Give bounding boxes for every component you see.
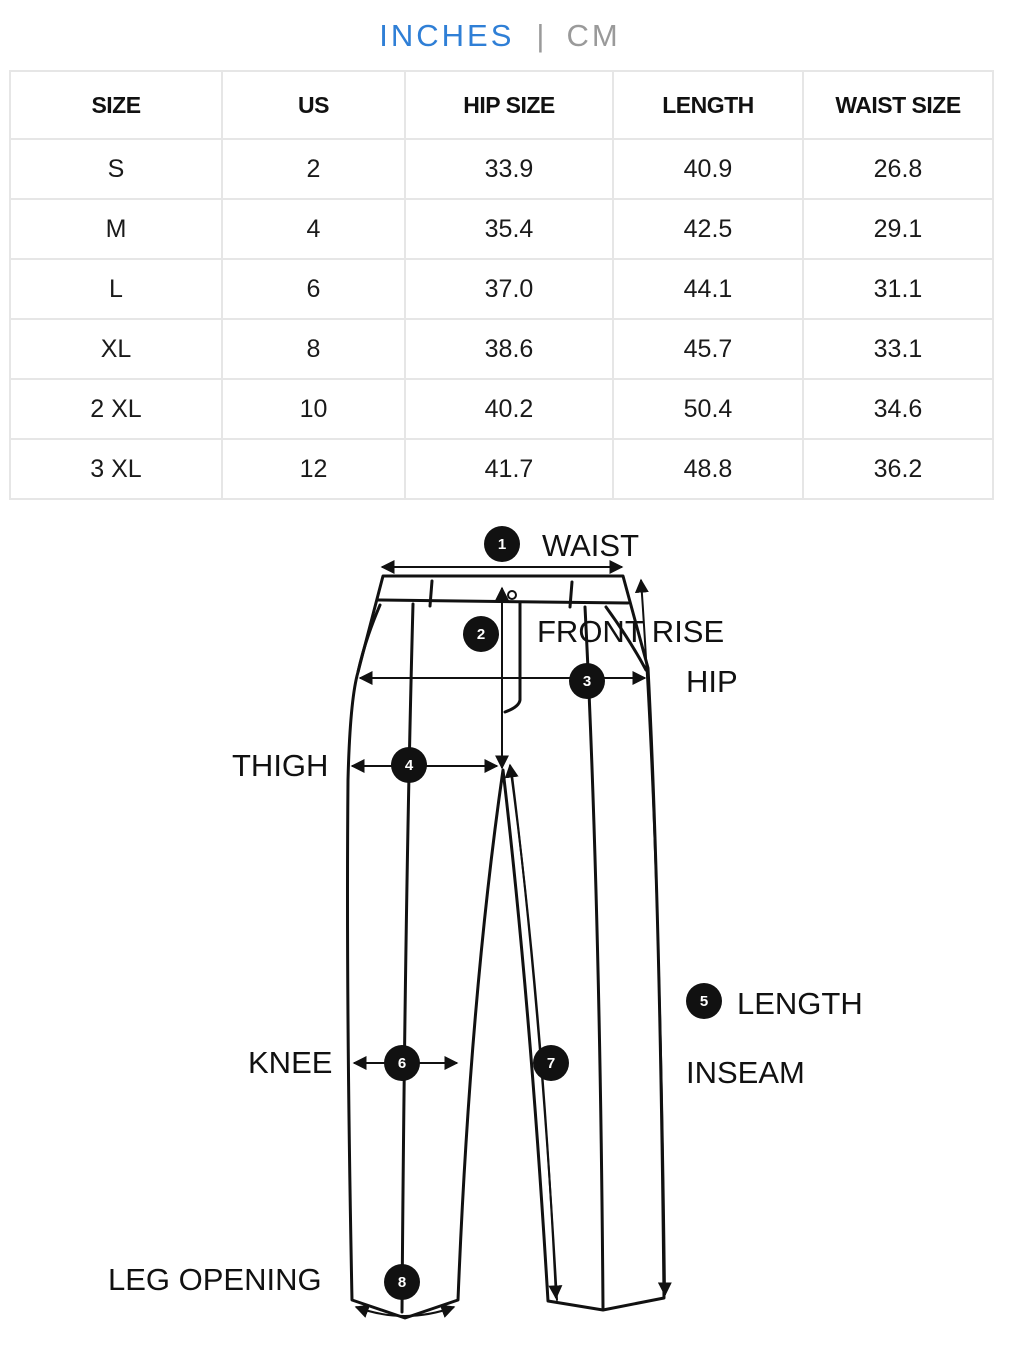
cell-hip: 37.0 <box>405 259 613 319</box>
cell-waist: 36.2 <box>803 439 993 499</box>
svg-text:3: 3 <box>582 673 592 690</box>
header-waist-size: WAIST SIZE <box>803 71 993 139</box>
cell-us: 4 <box>222 199 405 259</box>
marker-7 <box>533 1045 569 1081</box>
label-front-rise: FRONT RISE <box>537 614 725 649</box>
header-size: SIZE <box>10 71 222 139</box>
cell-length: 45.7 <box>613 319 803 379</box>
cell-hip: 35.4 <box>405 199 613 259</box>
marker-3 <box>569 663 605 699</box>
leg-opening-arrow <box>356 1307 454 1316</box>
pants-outline-icon <box>348 576 665 1318</box>
cell-hip: 41.7 <box>405 439 613 499</box>
cell-size: XL <box>10 319 222 379</box>
svg-text:5: 5 <box>699 993 709 1010</box>
cell-us: 2 <box>222 139 405 199</box>
cell-us: 10 <box>222 379 405 439</box>
svg-text:4: 4 <box>404 757 414 774</box>
header-us: US <box>222 71 405 139</box>
cell-hip: 33.9 <box>405 139 613 199</box>
marker-6 <box>384 1045 420 1081</box>
cell-waist: 34.6 <box>803 379 993 439</box>
cell-length: 42.5 <box>613 199 803 259</box>
unit-inches-tab[interactable]: INCHES <box>379 18 515 53</box>
label-waist: WAIST <box>542 528 640 563</box>
cell-size: 3 XL <box>10 439 222 499</box>
svg-text:2: 2 <box>476 626 486 643</box>
inseam-arrow <box>510 765 556 1298</box>
cell-length: 40.9 <box>613 139 803 199</box>
marker-2 <box>463 616 499 652</box>
cell-hip: 40.2 <box>405 379 613 439</box>
cell-waist: 31.1 <box>803 259 993 319</box>
cell-size: M <box>10 199 222 259</box>
marker-8 <box>384 1264 420 1300</box>
cell-us: 12 <box>222 439 405 499</box>
header-length: LENGTH <box>613 71 803 139</box>
label-thigh: THIGH <box>232 748 329 783</box>
cell-length: 48.8 <box>613 439 803 499</box>
label-inseam: INSEAM <box>686 1055 805 1090</box>
unit-separator: | <box>536 18 545 53</box>
cell-length: 44.1 <box>613 259 803 319</box>
label-leg-opening: LEG OPENING <box>108 1262 322 1297</box>
cell-hip: 38.6 <box>405 319 613 379</box>
cell-size: 2 XL <box>10 379 222 439</box>
cell-length: 50.4 <box>613 379 803 439</box>
cell-us: 6 <box>222 259 405 319</box>
cell-waist: 29.1 <box>803 199 993 259</box>
marker-5 <box>686 983 722 1019</box>
svg-text:7: 7 <box>546 1055 556 1072</box>
cell-waist: 26.8 <box>803 139 993 199</box>
cell-size: L <box>10 259 222 319</box>
cell-waist: 33.1 <box>803 319 993 379</box>
measurement-arrows <box>352 567 665 1316</box>
label-length: LENGTH <box>737 986 863 1021</box>
svg-text:1: 1 <box>497 536 507 553</box>
svg-text:8: 8 <box>397 1274 407 1291</box>
label-knee: KNEE <box>248 1045 333 1080</box>
label-hip: HIP <box>686 664 738 699</box>
svg-text:6: 6 <box>397 1055 407 1072</box>
marker-4 <box>391 747 427 783</box>
unit-cm-tab[interactable]: CM <box>566 18 621 53</box>
cell-us: 8 <box>222 319 405 379</box>
marker-1 <box>484 526 520 562</box>
cell-size: S <box>10 139 222 199</box>
header-hip-size: HIP SIZE <box>405 71 613 139</box>
